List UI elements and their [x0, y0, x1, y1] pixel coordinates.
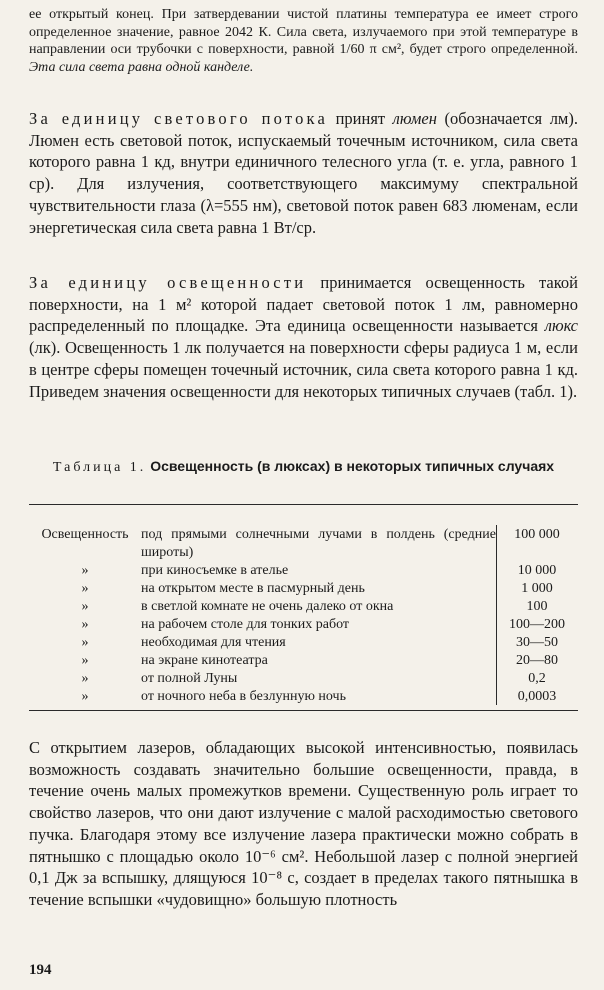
table-row [29, 526, 578, 562]
row-description: на экране кинотеатра [141, 653, 268, 668]
row-label: » [81, 617, 89, 632]
table-row [29, 580, 578, 598]
table-row [29, 688, 578, 706]
lumen-rest: (обозначается лм). Люмен есть световой поток, испускаемый точечным источником, сила света которого равна 1 кд, внутри единичного телесного угла (т. е. угла, равного 1 ср). Для излучения, соответствующего максимуму спектральной чувствительности глаза (λ=555 нм), световой поток равен 683 люменам, если энергетическая сила света равна 1 Вт/ср. [29, 109, 578, 237]
lux-rest1: принимается освещенность такой поверхности, на 1 м² которой падает световой поток 1 лм, равномерно распределенный по площадке. Эта единица освещенности называется [29, 273, 578, 336]
row-description: от полной Луны [141, 671, 238, 686]
table-row [29, 616, 578, 634]
row-label: » [81, 563, 89, 578]
table-row [29, 652, 578, 670]
lumen-term: люмен [392, 109, 437, 128]
paragraph-lasers: С открытием лазеров, обладающих высокой интенсивностью, появилась возможность создавать значительно большие освещенности, правда, в течение очень малых промежутков времени. Существенную роль играет то свойство лазеров, что они дают излучение с малой расходимостью светового пучка. Благодаря этому все излучение лазера практически можно собрать в пятнышко с площадью около 10⁻⁶ см². Небольшой лазер с полной энергией 0,1 Дж за вспышку, длящуюся 10⁻⁸ с, создает в пределах такого пятнышка в течение вспышки «чудовищно» большую плотность [29, 738, 578, 909]
row-value: 0,2 [528, 671, 546, 686]
row-label: » [81, 635, 89, 650]
illuminance-table [29, 526, 578, 706]
intro-italic: Эта сила света равна одной канделе. [29, 59, 254, 75]
row-description: от ночного неба в безлунную ночь [141, 689, 346, 704]
row-description: в светлой комнате не очень далеко от окна [141, 599, 394, 614]
intro-text: ее открытый конец. При затвердевании чистой платины температура ее имеет строго определенное значение, равное 2042 К. Сила света, излучаемого при этой температуре в направлении оси трубочки с поверхности, равной 1/60 π см², будет строго определенной. [29, 7, 578, 57]
table-label: Таблица 1. [52, 460, 147, 475]
row-label: » [81, 599, 89, 614]
row-description: под прямыми солнечными лучами в полдень (средние широты) [141, 527, 496, 560]
lux-lead: За единицу освещенности [29, 273, 307, 292]
row-value: 100 [526, 599, 548, 614]
row-label: Освещенность [41, 527, 129, 542]
row-value: 100 000 [514, 527, 560, 542]
table-row [29, 670, 578, 688]
table-title: Освещенность (в люксах) в некоторых типичных случаях [150, 458, 555, 474]
lumen-mid: принят [328, 109, 393, 128]
row-label: » [81, 689, 89, 704]
row-value: 1 000 [521, 581, 553, 596]
paragraph-lux [29, 272, 578, 402]
table-row [29, 562, 578, 580]
table-bottom-rule [29, 710, 578, 711]
row-value: 30—50 [516, 635, 558, 650]
row-value: 0,0003 [517, 689, 557, 704]
table-top-rule [29, 504, 578, 505]
row-label: » [81, 581, 89, 596]
table-row [29, 634, 578, 652]
row-value: 100—200 [509, 617, 565, 632]
row-description: на открытом месте в пасмурный день [141, 581, 365, 596]
row-description: необходимая для чтения [141, 635, 286, 650]
table-caption [29, 458, 578, 476]
row-value: 20—80 [516, 653, 558, 668]
row-label: » [81, 671, 89, 686]
row-description: при киносъемке в ателье [141, 563, 289, 578]
lumen-lead: За единицу светового потока [29, 109, 329, 128]
row-description: на рабочем столе для тонких работ [141, 617, 349, 632]
intro-paragraph [29, 6, 578, 76]
page-number: 194 [29, 962, 52, 978]
lux-term: люкс [544, 316, 578, 336]
table-row [29, 598, 578, 616]
row-label: » [81, 653, 89, 668]
paragraph-lumen [29, 108, 578, 238]
row-value: 10 000 [517, 563, 557, 578]
lux-rest2: (лк). Освещенность 1 лк получается на поверхности сферы радиуса 1 м, если в центре сферы помещен точечный источник, сила света которого равна 1 кд. Приведем значения освещенности для некоторых типичных случаев (табл. 1). [29, 338, 578, 401]
